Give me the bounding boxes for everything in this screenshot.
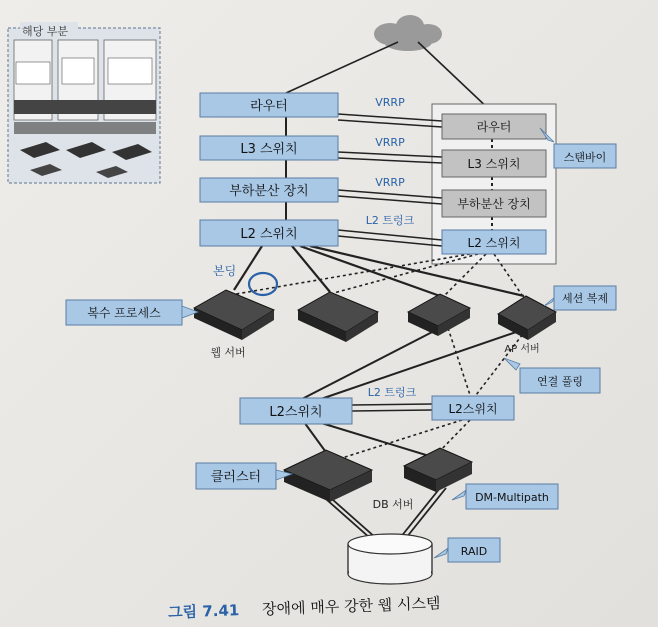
callout-multi-process (66, 300, 198, 325)
callout-dm-multipath (452, 484, 558, 509)
caption-number: 그림 7.41 (167, 601, 240, 622)
vrrp-label-router: VRRP (375, 96, 405, 109)
l2-switch-left[interactable] (200, 220, 338, 246)
callout-multi-process-text: 복수 프로세스 (87, 306, 161, 320)
load-balancer-right[interactable] (442, 190, 546, 217)
trunk-label-l2b: L2 트렁크 (367, 386, 417, 399)
vrrp-label-l3: VRRP (375, 136, 405, 149)
callout-session-replication-text: 세션 복제 (561, 292, 609, 305)
callout-connection-pooling-text: 연결 풀링 (536, 375, 584, 388)
callout-cluster-text: 클러스터 (210, 470, 262, 485)
load-balancer-left-label: 부하분산 장치 (229, 184, 309, 199)
l3-switch-left-label: L3 스위치 (240, 142, 298, 157)
router-right-label: 라우터 (476, 120, 512, 134)
trunk-label-l2: L2 트렁크 (365, 214, 415, 227)
router-left-label: 라우터 (250, 99, 288, 114)
web-server-label: 웹 서버 (210, 346, 246, 359)
db-server-label: DB 서버 (372, 498, 414, 511)
callout-raid-text: RAID (460, 545, 488, 558)
l2b-switch-left[interactable] (240, 398, 352, 424)
callout-standby-text: 스탠바이 (563, 151, 607, 164)
l2b-switch-right-label: L2스위치 (448, 402, 498, 416)
bonding-label: 본딩 (213, 264, 237, 278)
l3-switch-left[interactable] (200, 136, 338, 160)
l2-switch-right-label: L2 스위치 (467, 236, 521, 250)
router-right[interactable] (442, 114, 546, 139)
vrrp-label-lb: VRRP (375, 176, 405, 189)
load-balancer-left[interactable] (200, 178, 338, 202)
load-balancer-right-label: 부하분산 장치 (457, 197, 531, 211)
callout-dm-multipath-text: DM-Multipath (475, 491, 549, 504)
l2-switch-right[interactable] (442, 230, 546, 254)
ap-server-label: AP 서버 (504, 344, 540, 355)
l2b-switch-right[interactable] (432, 396, 514, 420)
callout-session-replication (544, 286, 616, 310)
thumbnail-label: 해당 부분 (22, 25, 69, 38)
l2b-switch-left-label: L2스위치 (269, 405, 323, 420)
thumbnail (8, 22, 160, 183)
caption-title: 장애에 매우 강한 웹 시스템 (261, 594, 441, 619)
router-left[interactable] (200, 93, 338, 117)
l3-switch-right-label: L3 스위치 (467, 157, 521, 171)
l3-switch-right[interactable] (442, 150, 546, 177)
storage-disk-icon[interactable] (348, 534, 432, 584)
l2-switch-left-label: L2 스위치 (240, 227, 298, 242)
